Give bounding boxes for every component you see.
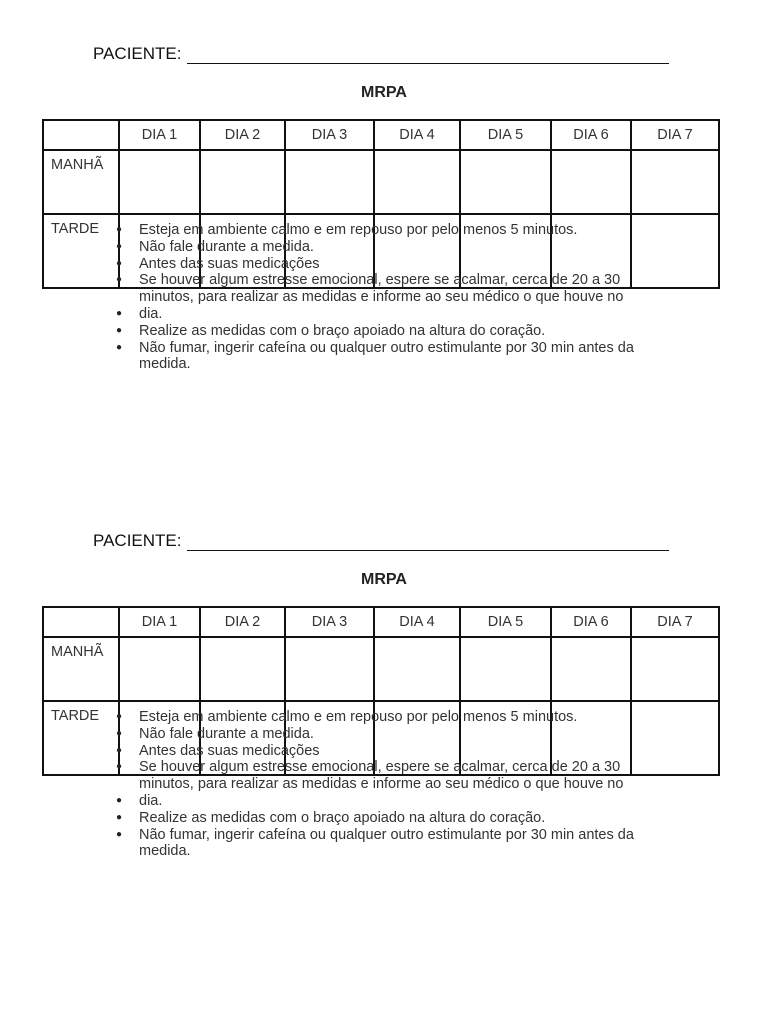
day-header: DIA 2 — [200, 607, 285, 637]
row-label: TARDE — [43, 214, 119, 288]
day-header: DIA 7 — [631, 120, 719, 150]
day-header: DIA 4 — [374, 120, 460, 150]
day-header: DIA 3 — [285, 120, 374, 150]
list-item: ● dia. — [116, 306, 676, 323]
patient-name-line[interactable] — [187, 47, 669, 64]
list-item: ● Não fumar, ingerir cafeína ou qualquer outro estimulante por 30 min antes da medida. — [116, 340, 676, 374]
day-header: DIA 5 — [460, 607, 551, 637]
day-header: DIA 2 — [200, 120, 285, 150]
entry-cell[interactable] — [631, 637, 719, 701]
entry-cell[interactable] — [460, 150, 551, 214]
patient-field — [93, 531, 669, 551]
row-label: MANHÃ — [43, 150, 119, 214]
list-item: ● Não fumar, ingerir cafeína ou qualquer outro estimulante por 30 min antes da medida. — [116, 827, 676, 861]
corner-cell — [43, 120, 119, 150]
form-title: MRPA — [361, 571, 407, 588]
list-item: ● Realize as medidas com o braço apoiado na altura do coração. — [116, 323, 676, 340]
list-item: ● Antes das suas medicações — [116, 743, 676, 760]
table-header-row — [43, 120, 719, 150]
row-label: MANHÃ — [43, 637, 119, 701]
day-header: DIA 5 — [460, 120, 551, 150]
entry-cell[interactable] — [285, 150, 374, 214]
entry-cell[interactable] — [551, 150, 631, 214]
day-header: DIA 6 — [551, 607, 631, 637]
list-item: ● Esteja em ambiente calmo e em repouso por pelo menos 5 minutos. — [116, 222, 676, 239]
day-header: DIA 3 — [285, 607, 374, 637]
list-item: ● Se houver algum estresse emocional, espere se acalmar, cerca de 20 a 30 minutos, para realizar as medidas e informe ao seu médico o que houve no — [116, 759, 676, 793]
table-row-morning — [43, 637, 719, 701]
day-header: DIA 7 — [631, 607, 719, 637]
entry-cell[interactable] — [631, 150, 719, 214]
entry-cell[interactable] — [374, 637, 460, 701]
entry-cell[interactable] — [119, 637, 200, 701]
day-header: DIA 6 — [551, 120, 631, 150]
day-header: DIA 1 — [119, 607, 200, 637]
day-header: DIA 4 — [374, 607, 460, 637]
table-row-morning — [43, 150, 719, 214]
list-item: ● Esteja em ambiente calmo e em repouso por pelo menos 5 minutos. — [116, 709, 676, 726]
list-item: ● Se houver algum estresse emocional, espere se acalmar, cerca de 20 a 30 minutos, para realizar as medidas e informe ao seu médico o que houve no — [116, 272, 676, 306]
patient-label: PACIENTE: — [93, 531, 182, 550]
entry-cell[interactable] — [551, 637, 631, 701]
day-header: DIA 1 — [119, 120, 200, 150]
entry-cell[interactable] — [119, 150, 200, 214]
patient-label: PACIENTE: — [93, 44, 182, 63]
list-item: ● Realize as medidas com o braço apoiado na altura do coração. — [116, 810, 676, 827]
instructions-list — [116, 709, 676, 860]
entry-cell[interactable] — [200, 150, 285, 214]
patient-field — [93, 44, 669, 64]
form-title: MRPA — [361, 84, 407, 101]
list-item: ● Não fale durante a medida. — [116, 239, 676, 256]
list-item: ● Antes das suas medicações — [116, 256, 676, 273]
entry-cell[interactable] — [285, 637, 374, 701]
entry-cell[interactable] — [374, 150, 460, 214]
table-header-row — [43, 607, 719, 637]
patient-name-line[interactable] — [187, 534, 669, 551]
list-item: ● Não fale durante a medida. — [116, 726, 676, 743]
corner-cell — [43, 607, 119, 637]
entry-cell[interactable] — [460, 637, 551, 701]
entry-cell[interactable] — [200, 637, 285, 701]
instructions-list — [116, 222, 676, 373]
list-item: ● dia. — [116, 793, 676, 810]
row-label: TARDE — [43, 701, 119, 775]
